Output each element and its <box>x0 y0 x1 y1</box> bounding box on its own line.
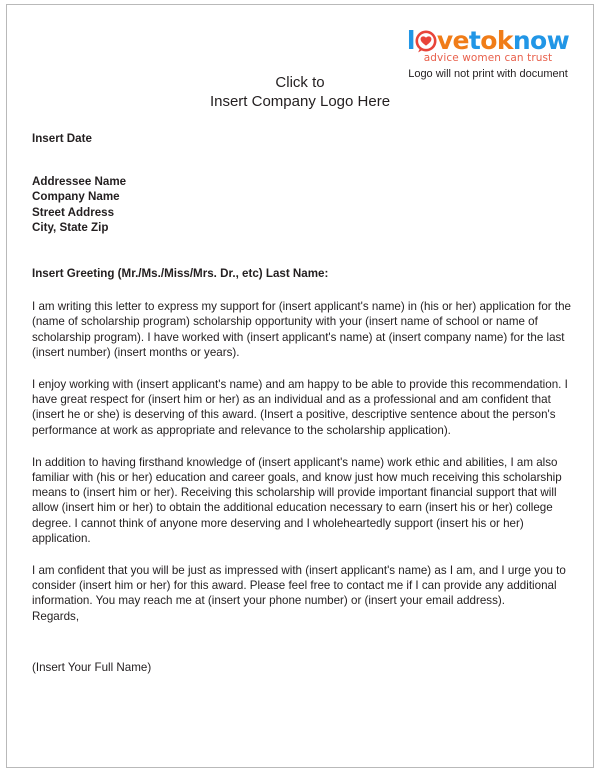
logo-wordmark <box>393 27 583 54</box>
logo-tagline: advice women can trust <box>423 52 553 64</box>
logo-letter-k: k <box>496 26 513 55</box>
greeting-line[interactable]: Insert Greeting (Mr./Ms./Miss/Mrs. Dr., etc) Last Name: <box>32 267 329 281</box>
logo-letters-ve: ve <box>436 26 469 55</box>
body-paragraph-3[interactable]: In addition to having firsthand knowledge of (insert applicant's name) work ethic and abilities, I am also familiar with (his or her) education and career goals, and know just how much receiving this scholarship means to (insert him or her). Receiving this scholarship will provide important financial support that will allow (insert him or her) to obtain the additional education necessary to earn (insert his or her) college degree. I cannot think of anyone more deserving and I wholeheartedly support (insert his or her) application. <box>32 455 562 545</box>
addressee-block[interactable] <box>32 174 578 235</box>
document-page <box>6 4 594 768</box>
body-paragraph-4[interactable]: I am confident that you will be just as impressed with (insert applicant's name) as I am, and I urge you to consider (insert him or her) for this award. Please feel free to contact me if I can provide any additional information. You may reach me at (insert your phone number) or (insert your email address). <box>32 564 566 608</box>
letter-body <box>32 131 578 675</box>
signature-name[interactable]: (Insert Your Full Name) <box>32 660 152 674</box>
logo-letter-t: t <box>468 26 481 55</box>
logo-letter-l: l <box>406 26 415 55</box>
addressee-city-state-zip: City, State Zip <box>32 220 109 234</box>
insert-company-logo-placeholder[interactable] <box>7 73 593 111</box>
logo-placeholder-line2: Insert Company Logo Here <box>209 93 391 110</box>
body-paragraph-1[interactable]: I am writing this letter to express my support for (insert applicant's name) in (his or her) application for the (name of scholarship program) scholarship opportunity with your (insert name of school or name of scholarship program). I have worked with (insert applicant's name) at (insert company name) for the last (insert number) (insert months or years). <box>32 300 571 359</box>
insert-date-field[interactable]: Insert Date <box>32 132 92 145</box>
addressee-street: Street Address <box>32 205 115 219</box>
addressee-name: Addressee Name <box>32 175 127 189</box>
signature-space <box>32 624 578 660</box>
logo-placeholder-line1: Click to <box>275 74 325 91</box>
closing-line[interactable]: Regards, <box>32 609 80 623</box>
heart-speech-bubble-icon <box>414 30 438 54</box>
body-paragraph-2[interactable]: I enjoy working with (insert applicant's name) and am happy to be able to provide this recommendation. I have great respect for (insert him or her) as an individual and as a professional and am confident that (insert he or she) is deserving of this award. (Insert a positive, descriptive sentence about the person's performance at work as appropriate and relevance to the scholarship application). <box>32 378 568 437</box>
logo-print-note: Logo will not print with document <box>408 68 568 80</box>
addressee-company: Company Name <box>32 190 120 204</box>
logo-letter-o2: o <box>480 26 497 55</box>
logo-letters-now: now <box>512 26 570 55</box>
